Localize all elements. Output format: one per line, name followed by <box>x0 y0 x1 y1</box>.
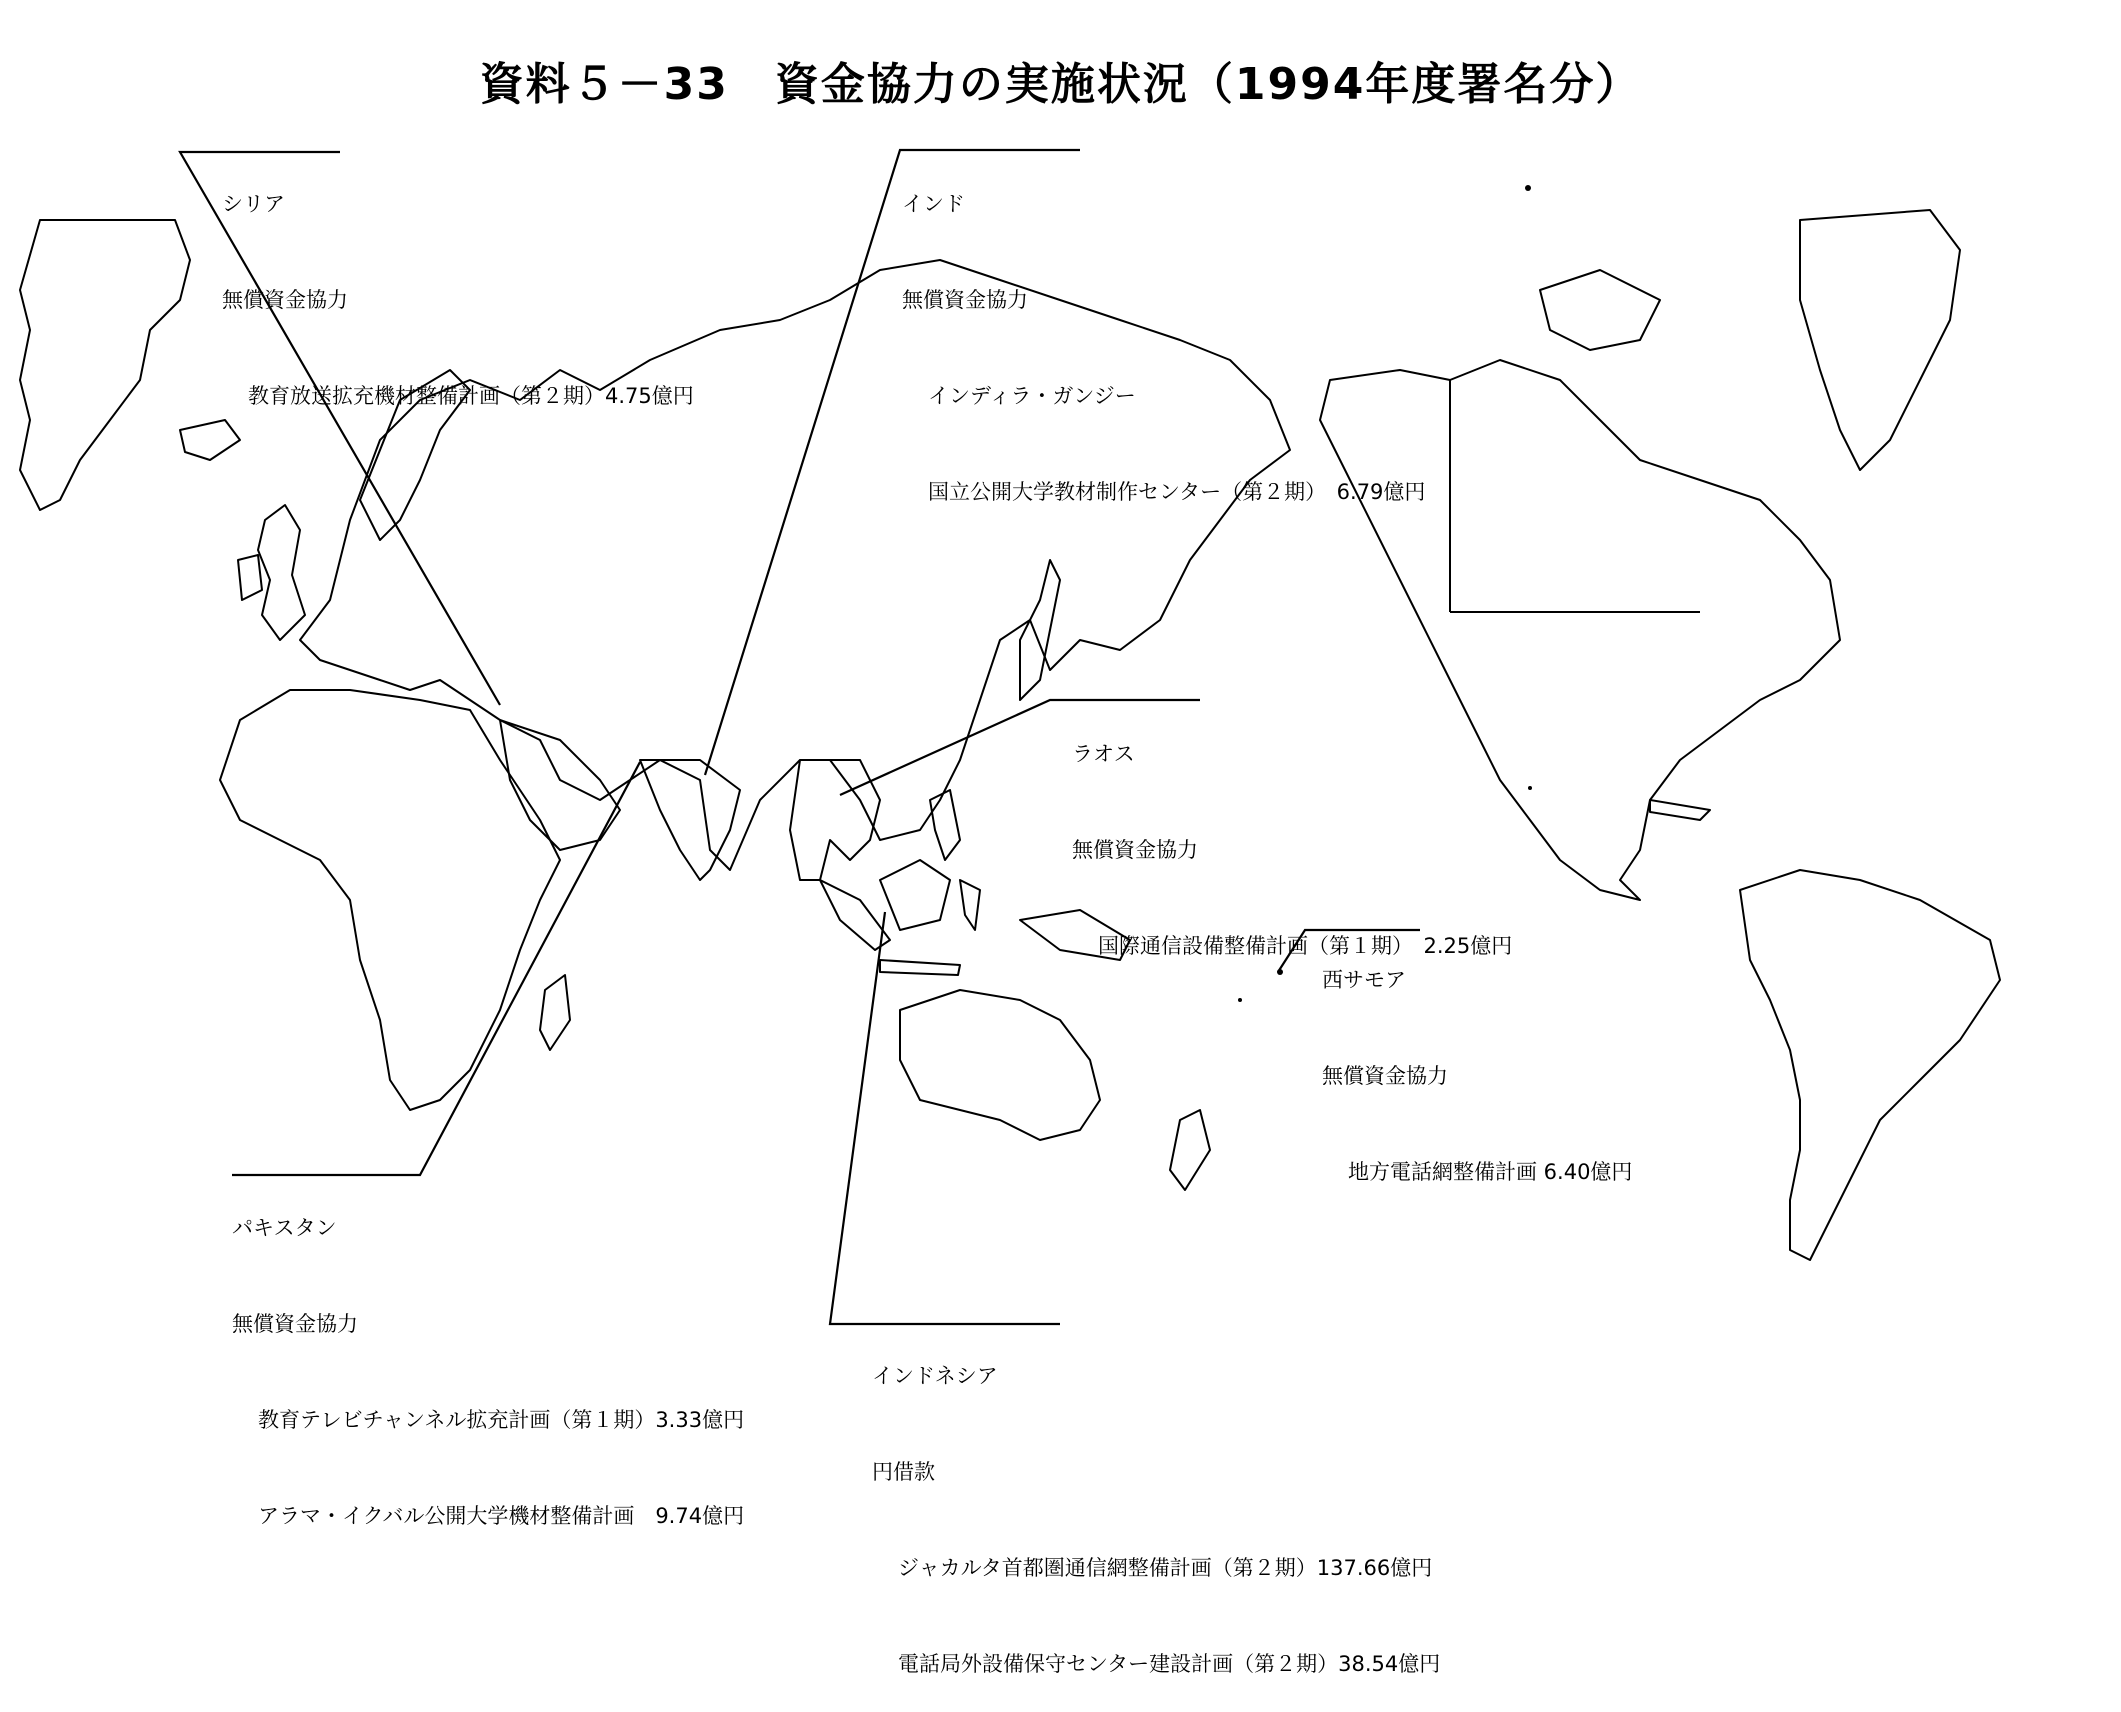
greenland-west <box>20 220 190 510</box>
callout-indonesia <box>872 1296 1440 1712</box>
project-item: アラマ・イクバル公開大学機材整備計画 9.74億円 <box>258 1504 745 1528</box>
callout-western-samoa <box>1322 900 1632 1220</box>
project-item: インディラ・ガンジー <box>928 384 1136 408</box>
country-name: パキスタン <box>232 1216 337 1240</box>
country-name: シリア <box>222 192 285 216</box>
borneo <box>880 860 950 930</box>
pacific-island <box>1238 998 1242 1002</box>
arctic-islands <box>1540 270 1660 350</box>
indochina <box>790 760 880 880</box>
india-subcontinent <box>640 760 740 880</box>
aid-type: 無償資金協力 <box>1322 1064 1448 1088</box>
aid-type: 円借款 <box>872 1460 935 1484</box>
project-item: ジャカルタ首都圏通信網整備計画（第２期）137.66億円 <box>898 1556 1433 1580</box>
pacific-island <box>1528 786 1532 790</box>
australia <box>900 990 1100 1140</box>
callout-india <box>902 124 1425 540</box>
country-name: インド <box>902 192 965 216</box>
ireland <box>238 555 262 600</box>
cuba <box>1650 800 1710 820</box>
british-isles <box>258 505 305 640</box>
callout-pakistan <box>232 1148 744 1564</box>
project-item: 電話局外設備保守センター建設計画（第２期）38.54億円 <box>898 1652 1441 1676</box>
java <box>880 960 960 975</box>
sumatra <box>820 880 890 950</box>
project-item: 教育放送拡充機材整備計画（第２期）4.75億円 <box>248 384 694 408</box>
country-name: ラオス <box>1072 742 1135 766</box>
greenland-east <box>1800 210 1960 470</box>
madagascar <box>540 975 570 1050</box>
arabian-peninsula <box>500 720 620 850</box>
country-name: インドネシア <box>872 1364 998 1388</box>
aid-type: 無償資金協力 <box>1072 838 1198 862</box>
japan <box>1020 560 1060 700</box>
pacific-island <box>1525 185 1531 191</box>
page-title: 資料５－33 資金協力の実施状況（1994年度署名分） <box>479 59 1642 110</box>
philippines <box>930 790 960 860</box>
callout-syria <box>222 124 694 444</box>
leader-pakistan <box>232 762 640 1175</box>
africa <box>220 690 560 1110</box>
aid-type: 無償資金協力 <box>222 288 348 312</box>
country-name: 西サモア <box>1322 968 1406 992</box>
new-zealand <box>1170 1110 1210 1190</box>
project-item: 教育テレビチャンネル拡充計画（第１期）3.33億円 <box>258 1408 745 1432</box>
project-item: 国立公開大学教材制作センター（第２期） 6.79億円 <box>928 480 1426 504</box>
aid-type: 無償資金協力 <box>232 1312 358 1336</box>
project-item: 地方電話網整備計画 6.40億円 <box>1348 1160 1633 1184</box>
project-item: 国際通信設備整備計画（第１期） 2.25億円 <box>1098 934 1513 958</box>
south-america <box>1740 870 2000 1260</box>
aid-type: 無償資金協力 <box>902 288 1028 312</box>
sulawesi <box>960 880 980 930</box>
